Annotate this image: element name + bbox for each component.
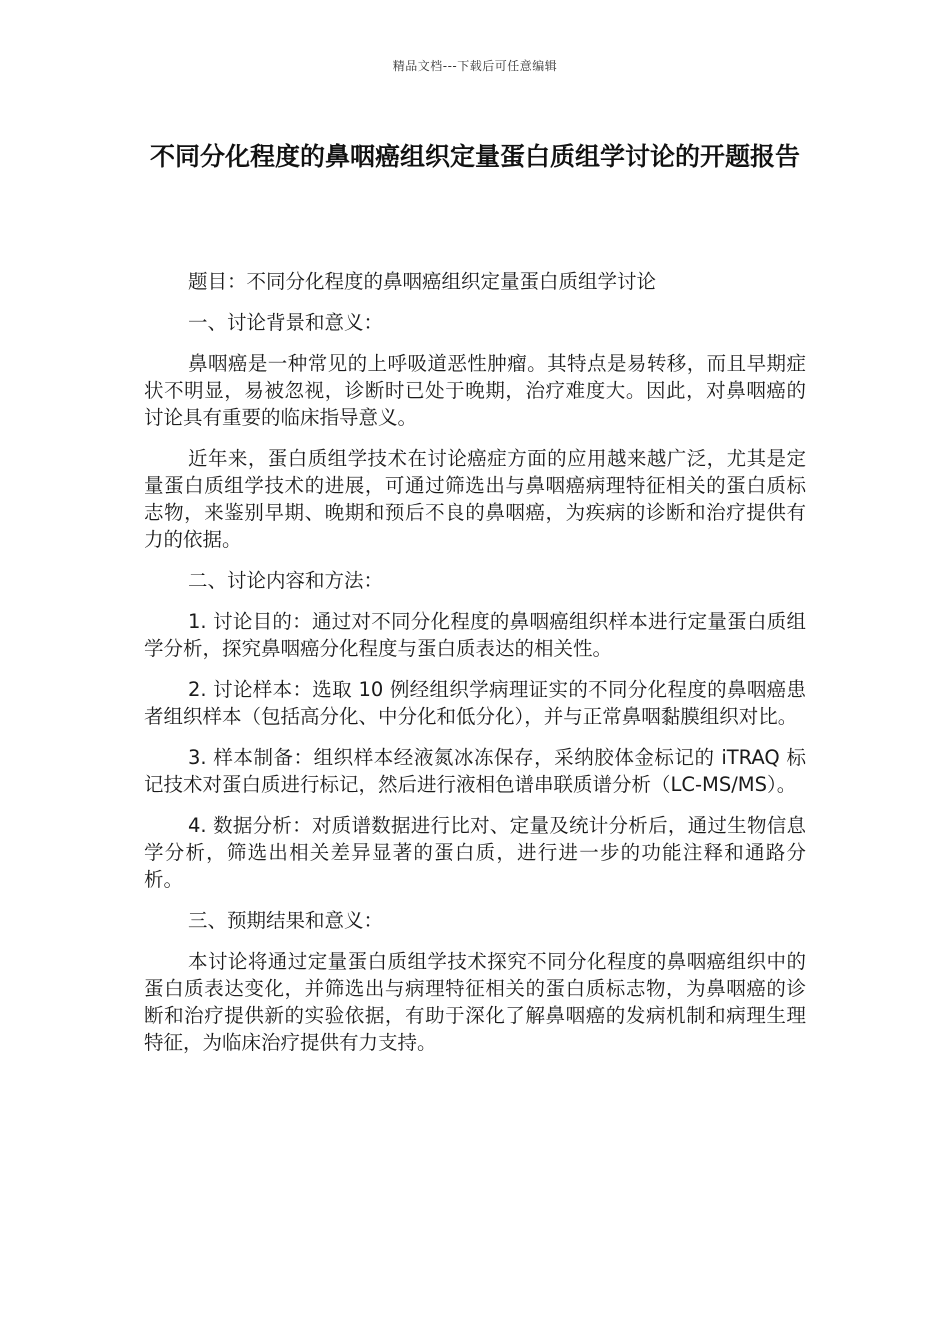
body-paragraph: 鼻咽癌是一种常见的上呼吸道恶性肿瘤。其特点是易转移，而且早期症状不明显，易被忽视，诊断时已处于晚期，治疗难度大。因此，对鼻咽癌的讨论具有重要的临床指导意义。 — [144, 352, 806, 429]
document-title: 不同分化程度的鼻咽癌组织定量蛋白质组学讨论的开题报告 — [149, 142, 800, 171]
body-paragraph: 近年来，蛋白质组学技术在讨论癌症方面的应用越来越广泛，尤其是定量蛋白质组学技术的进展，可通过筛选出与鼻咽癌病理特征相关的蛋白质标志物，来鉴别早期、晚期和预后不良的鼻咽癌，为疾病的诊断和治疗提供有力的依据。 — [144, 447, 806, 551]
section-heading-methods: 二、讨论内容和方法： — [188, 569, 384, 592]
page-header: 精品文档---下载后可任意编辑 — [392, 59, 558, 73]
topic-line: 题目：不同分化程度的鼻咽癌组织定量蛋白质组学讨论 — [188, 270, 657, 293]
body-paragraph: 本讨论将通过定量蛋白质组学技术探究不同分化程度的鼻咽癌组织中的蛋白质表达变化，并筛选出与病理特征相关的蛋白质标志物，为鼻咽癌的诊断和治疗提供新的实验依据，有助于深化了解鼻咽癌的发病机制和病理生理特征，为临床治疗提供有力支持。 — [144, 950, 806, 1054]
section-heading-results: 三、预期结果和意义： — [188, 909, 384, 932]
section-heading-background: 一、讨论背景和意义： — [188, 311, 384, 334]
list-item: 4. 数据分析：对质谱数据进行比对、定量及统计分析后，通过生物信息学分析，筛选出相关差异显著的蛋白质，进行进一步的功能注释和通路分析。 — [144, 814, 806, 891]
document-body — [144, 268, 806, 1070]
list-item: 2. 讨论样本：选取 10 例经组织学病理证实的不同分化程度的鼻咽癌患者组织样本（包括高分化、中分化和低分化），并与正常鼻咽黏膜组织对比。 — [144, 678, 806, 728]
list-item: 1. 讨论目的：通过对不同分化程度的鼻咽癌组织样本进行定量蛋白质组学分析，探究鼻咽癌分化程度与蛋白质表达的相关性。 — [144, 610, 806, 660]
list-item: 3. 样本制备：组织样本经液氮冰冻保存，采纳胶体金标记的 iTRAQ 标记技术对蛋白质进行标记，然后进行液相色谱串联质谱分析（LC-MS/MS）。 — [144, 746, 806, 796]
